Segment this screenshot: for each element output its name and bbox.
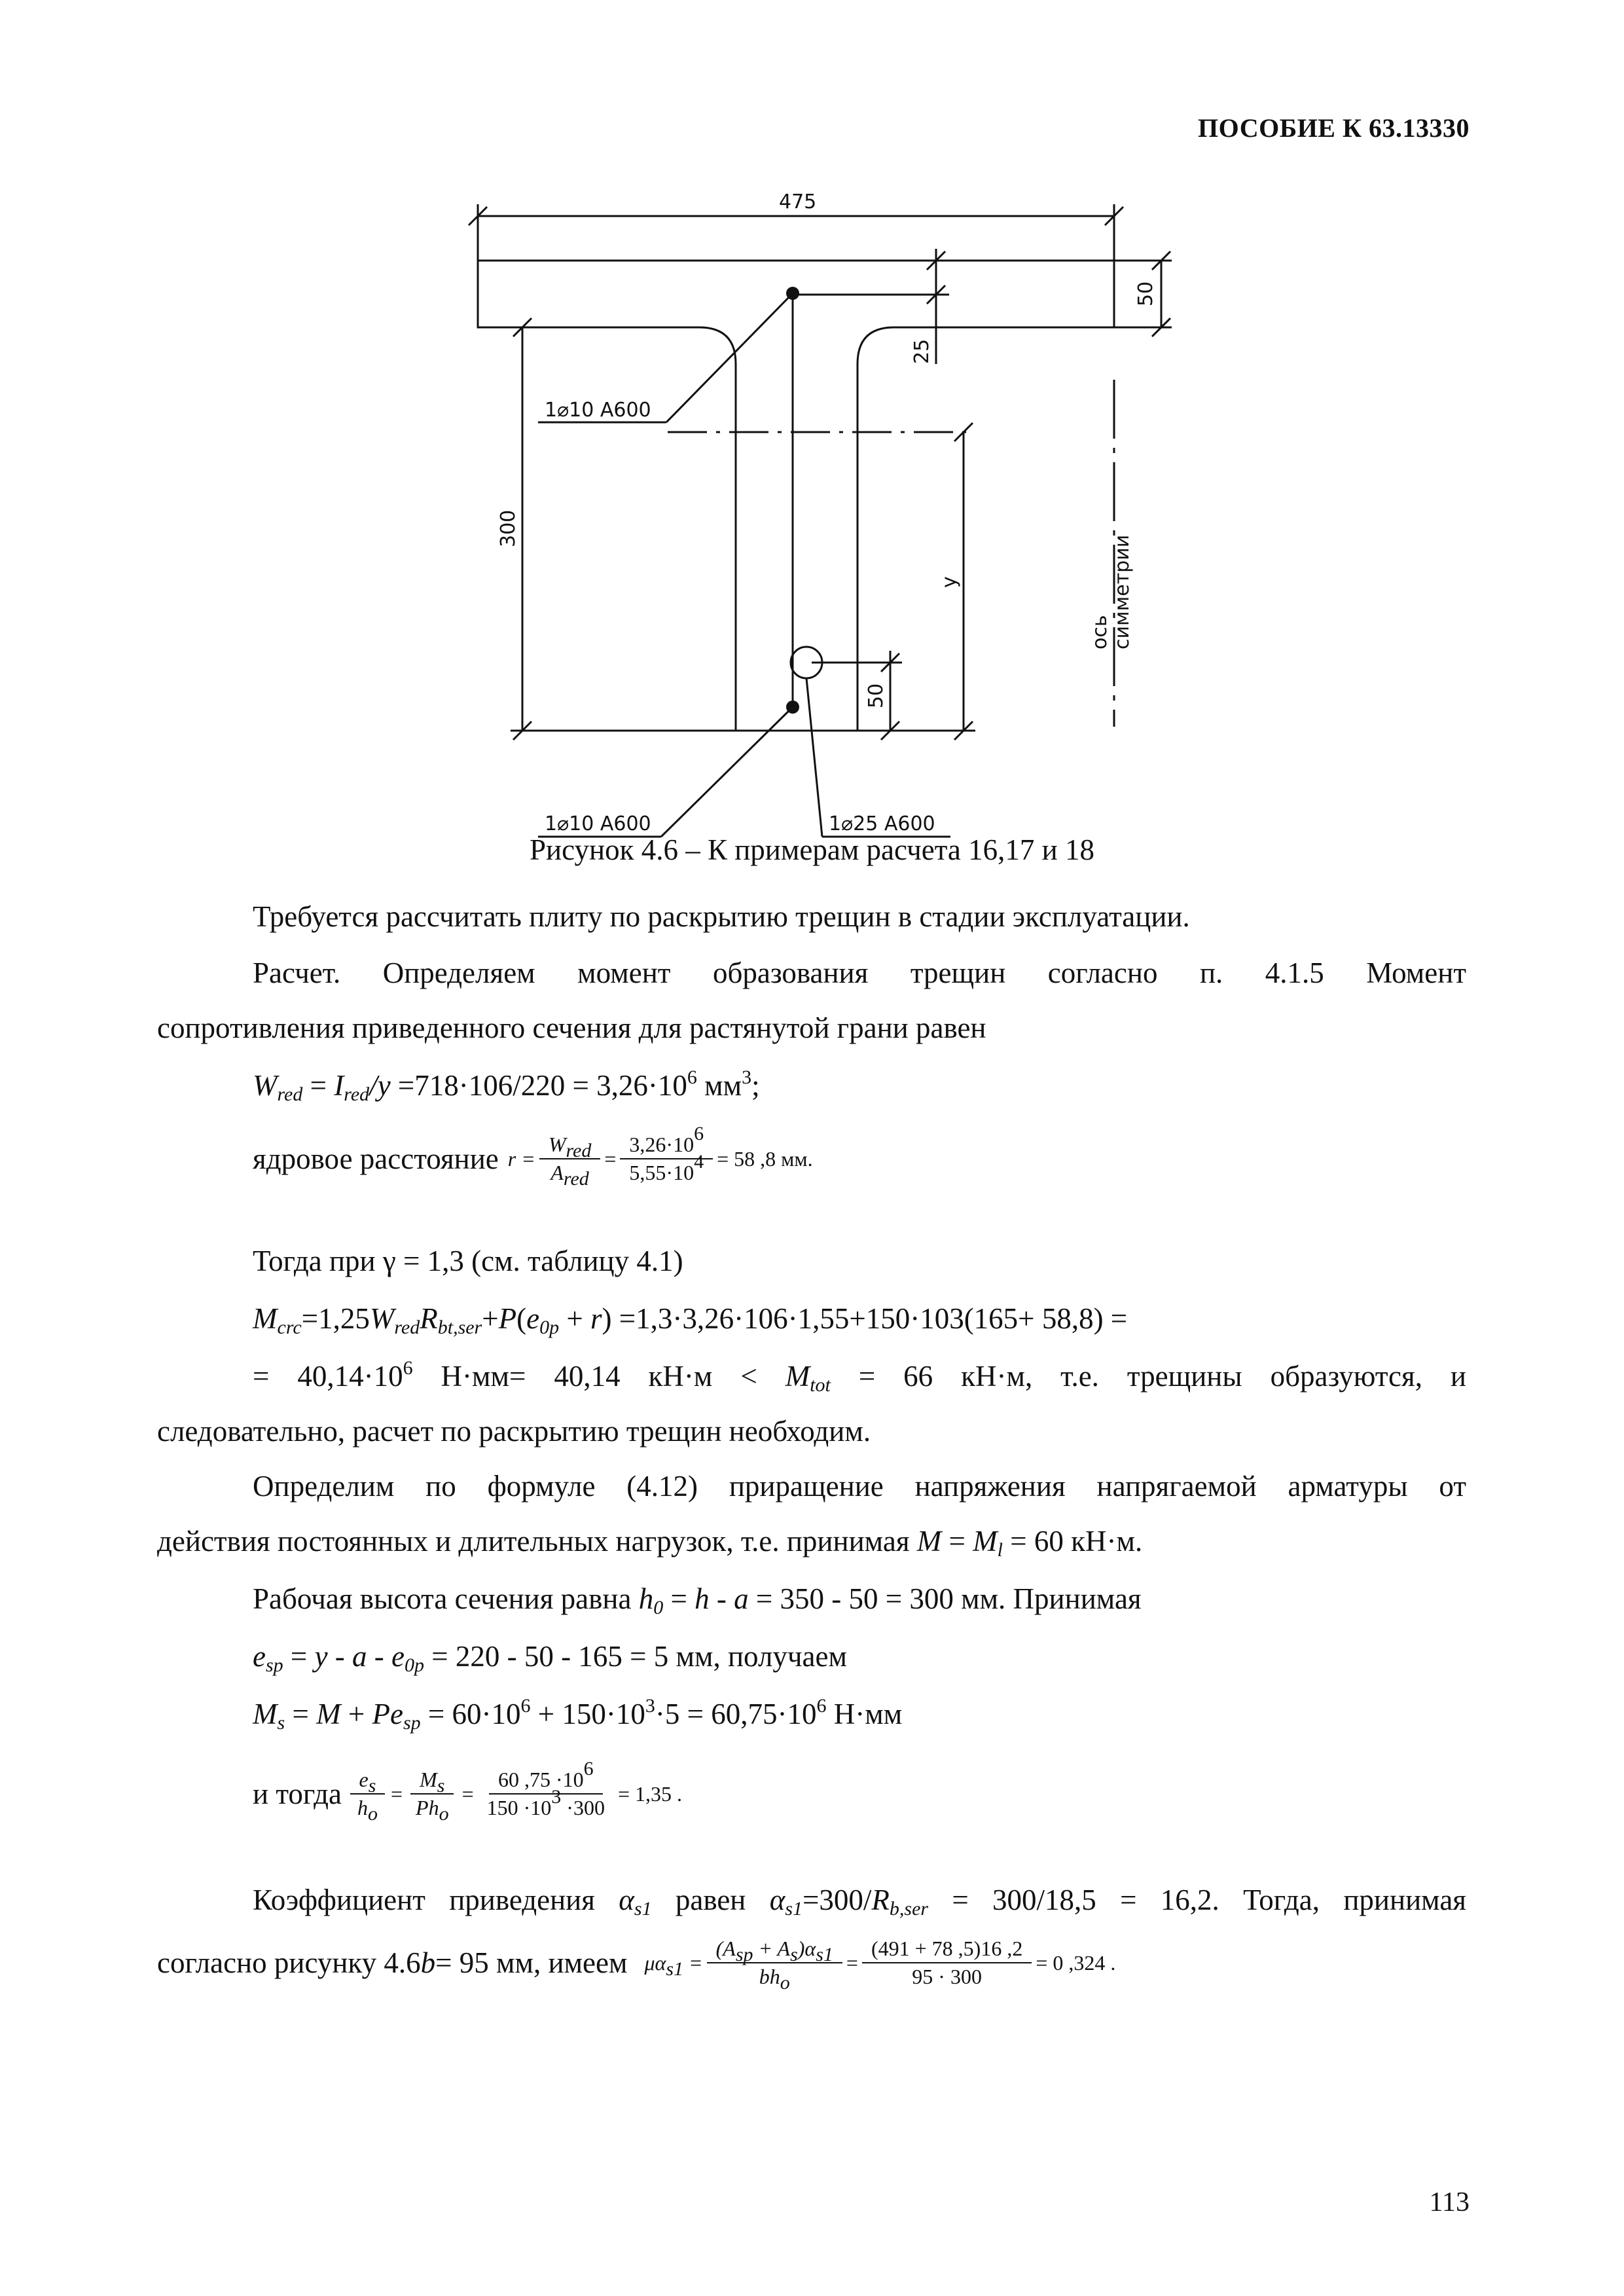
page-number: 113 bbox=[1429, 2187, 1470, 2217]
equation-mu-alpha: согласно рисунку 4.6 b = 95 мм, имеем $\mu\alpha_{s1}$ = $\frac{(A_{sp} + A_s)\alpha_{s1}}{bh_o}$ = $\frac{(491 + 78 ,5)16 ,2}{95 \cdot 300}$ = 0 ,324 . bbox=[157, 1937, 1116, 1994]
dim-y-label: y bbox=[938, 576, 961, 588]
tbeam-drawing bbox=[0, 0, 1624, 877]
dim-flange-label: 50 bbox=[1134, 281, 1157, 306]
paragraph-8-line-1: Коэффициент приведения $\alpha_{s1}$ равен $\alpha_{s1}=300/R_{b,ser} = 300/18,5 = 16,2$. Тогда, принимая bbox=[253, 1884, 1467, 1920]
paragraph-1: Требуется рассчитать плиту по раскрытию трещин в стадии эксплуатации. bbox=[253, 900, 1190, 933]
equation-gamma: Тогда при γ = 1,3 (см. таблицу 4.1) bbox=[253, 1245, 683, 1277]
equation-es-ratio: и тогда $\frac{e_s}{h_o}$ = $\frac{M_s}{Ph_o}$ = $\frac{60 ,75 \cdot 10^6}{150 \cdot 10^3 \cdot 300}$ = 1,35 . bbox=[253, 1758, 682, 1825]
rebar-bottom-left-label: 1⌀10 A600 bbox=[545, 812, 651, 835]
dim-width-label: 475 bbox=[779, 191, 817, 213]
tbeam-figure bbox=[0, 0, 1624, 877]
dim-offset-label: 25 bbox=[911, 338, 933, 364]
paragraph-3-line-1: Определим по формуле (4.12) приращение напряжения напрягаемой арматуры от bbox=[253, 1470, 1466, 1503]
paragraph-5: $e_{sp} = y - a - e_{0p} = 220 - 50 - 165 = 5$ мм, получаем bbox=[253, 1640, 847, 1676]
section-outline bbox=[478, 261, 1114, 731]
equation-mcrc: $M_{crc}=1,25W_{red}R_{bt,ser}+P(e_{0p} + r) =1,3\cdot 3,26\cdot 106\cdot 1,55+150\cdot 103(165+ 58,8)$ = bbox=[253, 1302, 1128, 1338]
running-header: ПОСОБИЕ К 63.13330 bbox=[1198, 113, 1470, 143]
axis-label-2: симметрии bbox=[1111, 534, 1134, 649]
paragraph-4: Рабочая высота сечения равна $h_0 = h - a = 350 - 50 = 300$ мм. Принимая bbox=[253, 1582, 1142, 1618]
equation-r: ядровое расстояние r = $\frac{W_{red}}{A_{red}}$ = $\frac{3,26\cdot 10^6}{5,55\cdot 10^4}$ = 58 ,8 мм. bbox=[253, 1123, 813, 1190]
equation-result-line: = $40,14\cdot 10^6$ Н·мм= 40,14 $кН\cdot м < M_{tot} = 66$ кН·м, т.е. трещины образуются, и bbox=[253, 1357, 1467, 1396]
equation-result-line-2: следовательно, расчет по раскрытию трещин необходим. bbox=[157, 1415, 871, 1448]
dim-height-label: 300 bbox=[497, 509, 520, 547]
paragraph-3-line-2: действия постоянных и длительных нагрузок, т.е. принимая $M = M_l = 60$ кН·м. bbox=[157, 1525, 1143, 1561]
rebar-top-label: 1⌀10 A600 bbox=[545, 399, 651, 422]
paragraph-2-line-1: Расчет. Определяем момент образования трещин согласно п. 4.1.5 Момент bbox=[253, 957, 1466, 989]
dim-bottom-label: 50 bbox=[865, 683, 888, 708]
axis-label-1: ось bbox=[1089, 615, 1111, 649]
paragraph-2-line-2: сопротивления приведенного сечения для растянутой грани равен bbox=[157, 1011, 986, 1044]
equation-wred: $W_{red} = I_{red}/y =718\cdot 106/220 = 3,26\cdot 10^6$ $мм^3$; bbox=[253, 1066, 760, 1105]
rebar-top-dot bbox=[786, 287, 799, 300]
rebar-bottom-dot bbox=[786, 701, 799, 714]
rebar-bottom-right-label: 1⌀25 A600 bbox=[829, 812, 935, 835]
figure-caption: Рисунок 4.6 – К примерам расчета 16,17 и 18 bbox=[530, 833, 1094, 866]
paragraph-6: $M_s = M + Pe_{sp} = 60\cdot 10^6 + 150\cdot 10^3\cdot 5 = 60,75\cdot 10^6$ Н·мм bbox=[253, 1695, 903, 1734]
